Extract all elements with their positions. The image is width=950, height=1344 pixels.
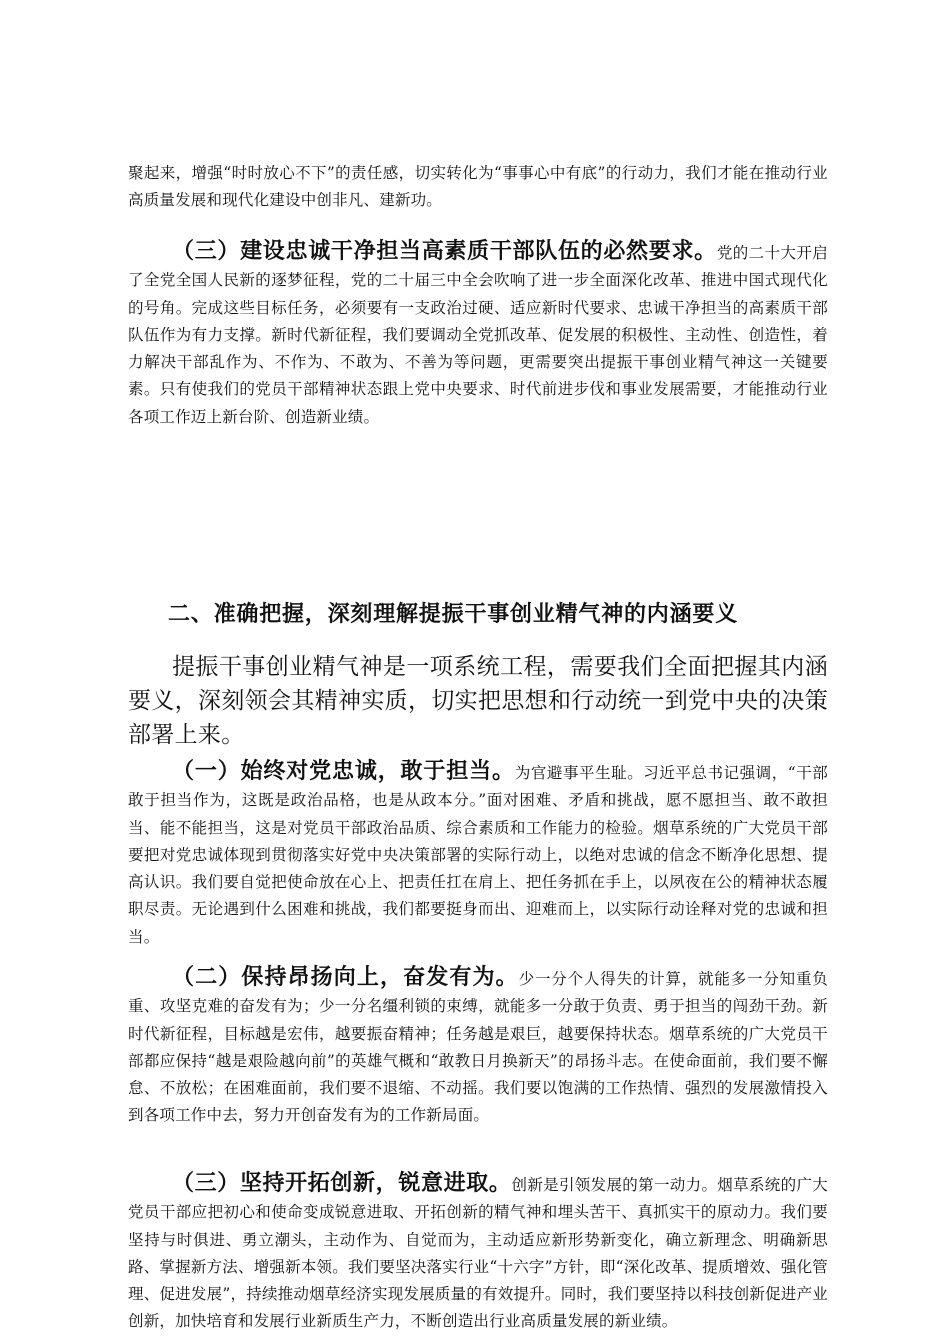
point3-paragraph: [128, 1170, 828, 1336]
section-part3-body: 党的二十大开启了全党全国人民新的逐梦征程，党的二十届三中全会吹响了进一步全面深化改革、推进中国式现代化的号角。完成这些目标任务，必须要有一支政治过硬、适应新时代要求、忠诚干净担当的高素质干部队伍作为有力支撑。新时代新征程，我们要调动全党抓改革、促发展的积极性、主动性、创造性，着力解决干部乱作为、不作为、不敢为、不善为等问题，更需要突出提振干事创业精气神这一关键要素。只有使我们的党员干部精神状态跟上党中央要求、时代前进步伐和事业发展需要，才能推动行业各项工作迈上新台阶、创造新业绩。: [128, 244, 828, 426]
point2-lead: （二）保持昂扬向上，奋发有为。: [172, 965, 519, 990]
point2-body: 少一分个人得失的计算，就能多一分知重负重、攻坚克难的奋发有为；少一分名缰利锁的束缚，就能多一分敢于负责、勇于担当的闯劲干劲。新时代新征程，目标越是宏伟，越要振奋精神；任务越是艰巨，越要保持状态。烟草系统的广大党员干部都应保持“越是艰险越向前”的英雄气概和“敢教日月换新天”的昂扬斗志。在使命面前，我们要不懈怠、不放松；在困难面前，我们要不退缩、不动摇。我们要以饱满的工作热情、强烈的发展激情投入到各项工作中去，努力开创奋发有为的工作新局面。: [128, 970, 828, 1125]
section-part3-paragraph: [128, 238, 828, 431]
point3-body: 创新是引领发展的第一动力。烟草系统的广大党员干部应把初心和使命变成锐意进取、开拓创新的精气神和埋头苦干、真抓实干的原动力。我们要坚持与时俱进、勇立潮头，主动作为、自觉而为，主动适应新形势新变化，确立新理念、明确新思路、掌握新方法、增强新本领。我们要坚决落实行业“十六字”方针，即“深化改革、提质增效、强化管理、促进发展”，持续推动烟草经济实现发展质量的有效提升。同时，我们要坚持以科技创新促进产业创新，加快培育和发展行业新质生产力，不断创造出行业高质量发展的新业绩。: [128, 1176, 828, 1331]
intro-paragraph: 聚起来，增强“时时放心不下”的责任感，切实转化为“事事心中有底”的行动力，我们才能在推动行业高质量发展和现代化建设中创非凡、建新功。: [128, 164, 828, 210]
point2-paragraph: [128, 964, 828, 1130]
section-part3-lead: （三）建设忠诚干净担当高素质干部队伍的必然要求。: [172, 239, 717, 264]
point1-lead: （一）始终对党忠诚，敢于担当。: [172, 759, 515, 784]
section-two-heading: 二、准确把握，深刻理解提振干事创业精气神的内涵要义: [168, 602, 739, 627]
point1-paragraph: [128, 758, 828, 951]
point1-body: 为官避事平生耻。习近平总书记强调，“干部敢于担当作为，这既是政治品格，也是从政本分。”面对困难、矛盾和挑战，愿不愿担当、敢不敢担当、能不能担当，这是对党员干部政治品质、综合素质和工作能力的检验。烟草系统的广大党员干部要把对党忠诚体现到贯彻落实好党中央决策部署的实际行动上，以绝对忠诚的信念不断净化思想、提高认识。我们要自觉把使命放在心上、把责任扛在肩上、把任务抓在手上，以夙夜在公的精神状态履职尽责。无论遇到什么困难和挑战，我们都要挺身而出、迎难而上，以实际行动诠释对党的忠诚和担当。: [128, 764, 828, 946]
point3-lead: （三）坚持开拓创新，锐意进取。: [172, 1171, 512, 1196]
section-two-intro: 提振干事创业精气神是一项系统工程，需要我们全面把握其内涵要义，深刻领会其精神实质，切实把思想和行动统一到党中央的决策部署上来。: [128, 654, 828, 748]
